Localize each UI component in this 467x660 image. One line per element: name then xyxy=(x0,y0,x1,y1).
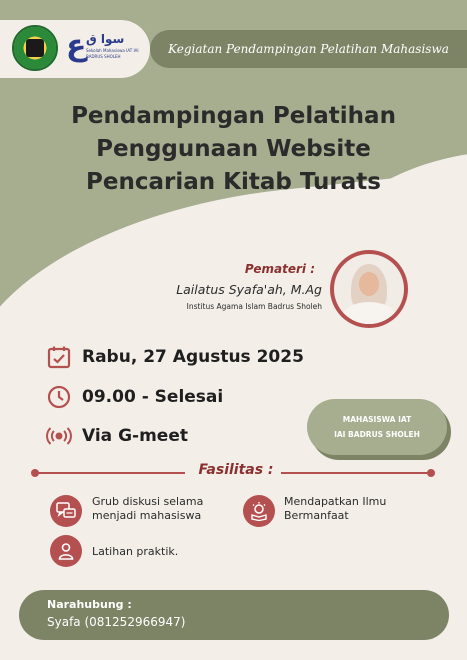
facility-item-1 xyxy=(92,495,203,523)
clock-icon xyxy=(46,384,72,410)
event-title xyxy=(20,100,447,199)
chat-icon xyxy=(50,495,82,527)
speaker-label: Pemateri : xyxy=(244,262,315,276)
organizer-badge-line2: IAI BADRUS SHOLEH xyxy=(334,430,420,439)
divider-right xyxy=(281,472,431,474)
facility-item-3-line1: Latihan praktik. xyxy=(92,545,179,558)
organizer-badge-line1: MAHASISWA IAT xyxy=(342,415,412,424)
facility-item-2-line1: Mendapatkan Ilmu xyxy=(284,495,387,508)
logo-small-text: Sekolah Mahasiswa IAT IAI BADRUS SHOLEH xyxy=(86,48,139,59)
logo-arabic-text: سوا ق xyxy=(86,32,125,46)
live-broadcast-icon xyxy=(46,423,72,449)
person-icon xyxy=(50,535,82,567)
event-date: Rabu, 27 Agustus 2025 xyxy=(82,347,304,367)
event-time: 09.00 - Selesai xyxy=(82,387,224,407)
event-title-line2: Penggunaan Website xyxy=(96,136,371,162)
speaker-photo xyxy=(330,250,408,328)
calligraphy-mark-icon: ﻉ xyxy=(66,28,87,63)
calendar-icon xyxy=(46,344,72,370)
university-logo xyxy=(12,25,58,71)
contact-panel xyxy=(19,590,449,640)
speaker-institution: Institus Agama Islam Badrus Sholeh xyxy=(186,302,322,311)
facilities-heading: Fasilitas : xyxy=(198,462,274,478)
facility-item-3 xyxy=(92,545,178,559)
facility-item-1-line2: menjadi mahasiswa xyxy=(92,509,202,522)
organizer-badge xyxy=(307,399,447,455)
event-time-row xyxy=(46,383,223,411)
knowledge-icon xyxy=(243,495,275,527)
activity-banner-text: Kegiatan Pendampingan Pelatihan Mahasiswa xyxy=(168,42,449,56)
contact-label: Narahubung : xyxy=(47,598,132,611)
event-title-line1: Pendampingan Pelatihan xyxy=(71,103,396,129)
event-venue: Via G-meet xyxy=(82,426,188,446)
facility-item-2 xyxy=(284,495,386,523)
speaker-name: Lailatus Syafa'ah, M.Ag xyxy=(176,282,322,297)
event-venue-row xyxy=(46,422,188,450)
facility-item-2-line2: Bermanfaat xyxy=(284,509,349,522)
event-title-line3: Pencarian Kitab Turats xyxy=(86,169,381,195)
divider-dot-right xyxy=(427,469,435,477)
contact-value: Syafa (081252966947) xyxy=(47,615,186,629)
activity-banner xyxy=(150,30,467,68)
divider-left xyxy=(35,472,185,474)
event-date-row xyxy=(46,343,304,371)
organization-logo xyxy=(66,26,146,70)
facility-item-1-line1: Grub diskusi selama xyxy=(92,495,204,508)
